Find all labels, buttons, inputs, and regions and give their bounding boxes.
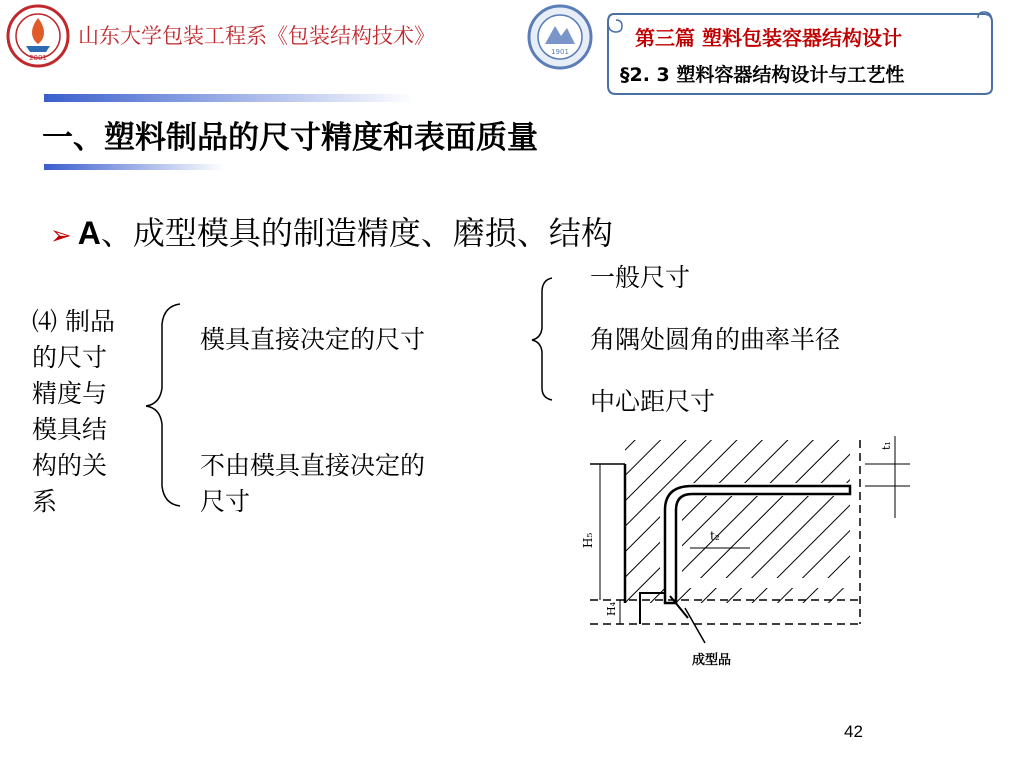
- t2-label: t₂: [710, 529, 720, 543]
- main-title: 一、塑料制品的尺寸精度和表面质量: [42, 120, 538, 156]
- university-logo-left: [6, 4, 70, 68]
- university-logo-right: [525, 4, 595, 70]
- left-label-line: ⑷ 制品: [32, 307, 115, 336]
- h5-label: H₅: [581, 532, 595, 548]
- diagram-caption: 成型品: [692, 653, 732, 668]
- h4-label: H₄: [605, 601, 618, 616]
- svg-text:2001: 2001: [29, 54, 47, 62]
- right-brace: [528, 274, 558, 404]
- scroll-chapter-title: 第三篇 塑料包装容器结构设计: [635, 26, 902, 50]
- title-bar-bottom: [44, 164, 224, 170]
- bullet-letter: A: [77, 215, 101, 251]
- middle-item-indirect-line1: 不由模具直接决定的: [200, 451, 426, 480]
- header-title: 山东大学包装工程系《包装结构技术》: [78, 24, 435, 48]
- left-label-line: 模具结: [32, 415, 108, 444]
- right-item-center-distance: 中心距尺寸: [590, 387, 716, 416]
- bullet-item: [50, 208, 613, 254]
- right-item-corner-radius: 角隅处圆角的曲率半径: [590, 325, 841, 354]
- left-label-line: 构的关: [32, 451, 108, 480]
- left-label-line: 系: [32, 487, 58, 516]
- left-label-line: 的尺寸: [32, 343, 108, 372]
- mold-cross-section-diagram: [570, 428, 915, 673]
- page-number: 42: [844, 722, 863, 741]
- middle-item-indirect-line2: 尺寸: [200, 487, 251, 516]
- left-label-line: 精度与: [32, 379, 108, 408]
- right-item-general: 一般尺寸: [590, 263, 691, 292]
- bullet-text: 、成型模具的制造精度、磨损、结构: [100, 214, 613, 252]
- arrow-bullet-icon: ➢: [50, 221, 72, 251]
- svg-text:1901: 1901: [551, 48, 569, 56]
- t1-label: t₁: [880, 441, 893, 450]
- left-brace: [140, 300, 186, 510]
- middle-item-direct: 模具直接决定的尺寸: [200, 325, 426, 354]
- left-label: [32, 304, 150, 520]
- title-bar-top: [44, 94, 414, 102]
- scroll-section-title: §2. 3 塑料容器结构设计与工艺性: [620, 64, 905, 86]
